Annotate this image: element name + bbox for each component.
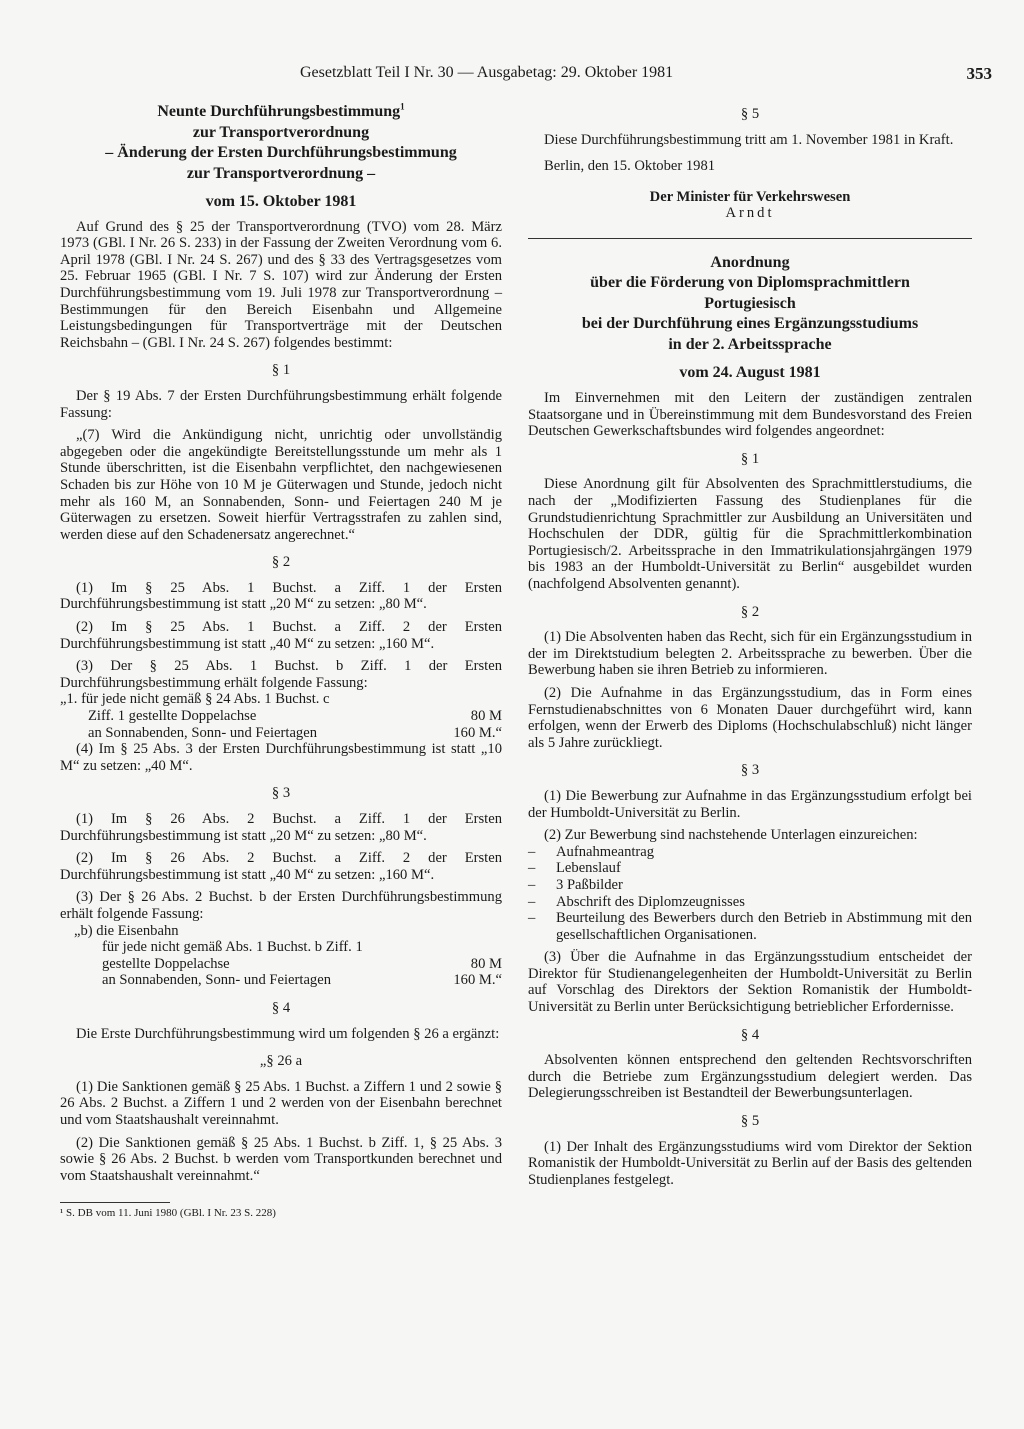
left-column — [60, 102, 502, 1220]
left-section-1-intro: Der § 19 Abs. 7 der Ersten Durchführungsbestimmung erhält folgende Fassung: — [60, 387, 502, 421]
left-section-1-quote: „(7) Wird die Ankündigung nicht, unrichtig oder unvollständig abgegeben oder die angekündigte Bereitstellungsstunde um mehr als 1 Stunde überschritten, ist die Eisenbahn verpflichtet, den nachgewiesenen Schaden bis zur Höhe von 10 M je Güterwagen und Stunde, jedoch nicht mehr als 160 M, an Sonnabenden, Sonn- und Feiertagen 240 M je Güterwagen zu ersetzen. Soweit hierfür Vertragsstrafen zu zahlen sind, werden diese auf den Schadenersatz angerechnet.“ — [60, 427, 502, 543]
left-section-3-row-2: an Sonnabenden, Sonn- und Feiertagen 160 M.“ — [102, 972, 502, 989]
signatory-name: Arndt — [725, 205, 775, 222]
section-divider — [528, 238, 972, 239]
left-section-3-para-2: (2) Im § 26 Abs. 2 Buchst. a Ziff. 2 der Ersten Durchführungsbestimmung ist statt „40 M“ zu setzen: „160 M“. — [60, 850, 502, 883]
right-title-line-5: in der 2. Arbeitssprache — [668, 335, 832, 353]
left-section-1-heading: § 1 — [271, 362, 291, 379]
right-title-line-4: bei der Durchführung eines Ergänzungsstudiums — [581, 315, 919, 333]
left-section-2-para-2: (2) Im § 25 Abs. 1 Buchst. a Ziff. 2 der Ersten Durchführungsbestimmung ist statt „40 M“ zu setzen: „160 M“. — [60, 619, 502, 652]
right-section-2-para-1: (1) Die Absolventen haben das Recht, sich für ein Ergänzungsstudium in der im Direktstudium belegten 2. Arbeitssprache zu bewerben. Über die Bewerbung haben sie ihren Betrieb zu informieren. — [528, 629, 972, 679]
left-section-2-item-intro: „1. für jede nicht gemäß § 24 Abs. 1 Buchst. c — [60, 691, 330, 708]
left-section-2-para-4: (4) Im § 25 Abs. 3 der Ersten Durchführungsbestimmung ist statt „10 M“ zu setzen: „40 M“. — [60, 741, 502, 774]
footnote-mark: 1 — [400, 101, 405, 112]
left-section-3-para-1: (1) Im § 26 Abs. 2 Buchst. a Ziff. 1 der Ersten Durchführungsbestimmung ist statt „20 M“ zu setzen: „80 M“. — [60, 811, 502, 844]
left-section-3-row-1: gestellte Doppelachse 80 M — [102, 955, 502, 972]
right-section-3-heading: § 3 — [740, 762, 760, 779]
left-section-2-heading: § 2 — [271, 554, 291, 571]
right-title-line-3: Portugiesisch — [704, 294, 796, 312]
list-item: – Abschrift des Diplomzeugnisses — [528, 894, 972, 911]
left-section-2-row-2: an Sonnabenden, Sonn- und Feiertagen 160 M.“ — [88, 724, 502, 741]
right-title — [528, 253, 972, 356]
place-date: Berlin, den 15. Oktober 1981 — [544, 158, 716, 175]
right-title-line-1: Anordnung — [710, 253, 790, 271]
left-section-2-row-1: Ziff. 1 gestellte Doppelachse 80 M — [88, 708, 502, 725]
footnote-divider — [60, 1202, 170, 1203]
left-section-3-item — [60, 923, 502, 989]
left-section-3-item-intro: „b) die Eisenbahn — [74, 922, 179, 939]
right-section-3-para-2: (2) Zur Bewerbung sind nachstehende Unterlagen einzureichen: — [544, 827, 918, 844]
right-section-3-para-1: (1) Die Bewerbung zur Aufnahme in das Ergänzungsstudium erfolgt bei der Humboldt-Universität zu Berlin. — [528, 787, 972, 821]
left-preamble: Auf Grund des § 25 der Transportverordnung (TVO) vom 28. März 1973 (GBl. I Nr. 26 S. 233) in der Fassung der Zweiten Verordnung vom 6. April 1978 (GBl. I Nr. 24 S. 267) und des § 33 des Vertragsgesetzes vom 25. Februar 1965 (GBl. I Nr. 7 S. 107) wird zur Änderung der Ersten Durchführungsbestimmung vom 19. Juli 1978 zur Transportverordnung – Bestimmungen für den Bereich Eisenbahn und Allgemeine Leistungsbedingungen für Transportverträge mit der Deutschen Reichsbahn – (GBl. I Nr. 24 S. 267) folgendes bestimmt: — [60, 218, 502, 351]
document-list — [528, 844, 972, 944]
left-section-26a-heading: „§ 26 a — [259, 1053, 303, 1070]
page-number: 353 — [966, 64, 992, 83]
right-section-2-heading: § 2 — [740, 603, 760, 620]
page-header — [300, 64, 992, 88]
right-section-1-text: Diese Anordnung gilt für Absolventen des Sprachmittlerstudiums, die nach der „Modifizierten Fassung des Studienplanes für die Grundstudienrichtung Sprachmittler zur Ausbildung an Universitäten und Hochschulen der DDR, gültig für die Sprachmittlerkombination Portugiesisch/2. Arbeitssprache in den Immatrikulationsjahrgängen 1979 bis 1983 an der Humboldt-Universität zu Berlin“ ausgebildet wurden (nachfolgend Absolventen genannt). — [528, 476, 972, 592]
right-title-line-2: über die Förderung von Diplomsprachmittlern — [590, 274, 910, 292]
right-section-2-para-2: (2) Die Aufnahme in das Ergänzungsstudium, das in Form eines Fernstudienabschnittes von 6 Monaten Dauer durchgeführt wird, kann erfolgen, wenn der Erwerb des Diploms (Hochschulabschluß) nicht länger als 5 Jahre zurückliegt. — [528, 684, 972, 751]
running-title: Gesetzblatt Teil I Nr. 30 — Ausgabetag: 29. Oktober 1981 — [300, 64, 674, 81]
left-section-3-heading: § 3 — [271, 785, 291, 802]
left-section-26a-para-2: (2) Die Sanktionen gemäß § 25 Abs. 1 Buchst. b Ziff. 1, § 25 Abs. 3 sowie § 26 Abs. 2 Buchst. b werden vom Transportkunden berechnet und vom Staatshaushalt vereinnahmt.“ — [60, 1134, 502, 1184]
left-section-4-heading: § 4 — [271, 999, 291, 1016]
left-section-26a-para-1: (1) Die Sanktionen gemäß § 25 Abs. 1 Buchst. a Ziffern 1 und 2 sowie § 26 Abs. 2 Buchst. a Ziffern 1 und 2 werden von der Eisenbahn berechnet und vom Staatshaushalt vereinnahmt. — [60, 1078, 502, 1128]
left-title-line-3: – Änderung der Ersten Durchführungsbestimmung — [105, 144, 457, 161]
right-section-5-text: Diese Durchführungsbestimmung tritt am 1. November 1981 in Kraft. — [544, 131, 954, 148]
left-date: vom 15. Oktober 1981 — [205, 193, 357, 210]
left-title — [60, 102, 502, 184]
list-item: – Beurteilung des Bewerbers durch den Betrieb in Abstimmung mit den gesellschaftlichen Organisationen. — [528, 910, 972, 943]
right-section-5b-text: (1) Der Inhalt des Ergänzungsstudiums wird vom Direktor der Sektion Romanistik der Humboldt-Universität zu Berlin auf der Basis des geltenden Studienplanes festgelegt. — [528, 1138, 972, 1188]
right-section-4-heading: § 4 — [740, 1026, 760, 1043]
right-section-3-para-3: (3) Über die Aufnahme in das Ergänzungsstudium entscheidet der Direktor für Studienangelegenheiten der Humboldt-Universität zu Berlin auf Vorschlag des Direktors der Sektion Romanistik der Humboldt-Universität zu Berlin unter Berücksichtigung betrieblicher Erfordernisse. — [528, 949, 972, 1016]
right-section-5-heading: § 5 — [740, 106, 760, 122]
right-date: vom 24. August 1981 — [679, 364, 821, 382]
right-section-4-text: Absolventen können entsprechend den geltenden Rechtsvorschriften durch die Betriebe zum Ergänzungsstudium delegiert werden. Das Delegierungsschreiben ist Bestandteil der Bewerbungsunterlagen. — [528, 1052, 972, 1102]
left-title-line-2: zur Transportverordnung — [192, 123, 370, 141]
right-column — [528, 102, 972, 1188]
left-title-line-4: zur Transportverordnung – — [186, 164, 376, 182]
signatory-title: Der Minister für Verkehrswesen — [649, 188, 851, 205]
left-section-3-item-line-2: für jede nicht gemäß Abs. 1 Buchst. b Ziff. 1 — [102, 939, 363, 956]
right-section-1-heading: § 1 — [740, 450, 760, 467]
list-item: – Lebenslauf — [528, 860, 972, 877]
left-section-2-para-3: (3) Der § 25 Abs. 1 Buchst. b Ziff. 1 der Ersten Durchführungsbestimmung erhält folgende Fassung: — [60, 658, 502, 691]
list-item: – 3 Paßbilder — [528, 877, 972, 894]
right-preamble: Im Einvernehmen mit den Leitern der zuständigen zentralen Staatsorgane und in Übereinstimmung mit dem Bundesvorstand des Freien Deutschen Gewerkschaftsbundes wird folgendes angeordnet: — [528, 390, 972, 440]
left-title-line-1: Neunte Durchführungsbestimmung$^1$ — [157, 101, 405, 120]
left-section-4-intro: Die Erste Durchführungsbestimmung wird um folgenden § 26 a ergänzt: — [76, 1025, 500, 1042]
left-section-2-para-1: (1) Im § 25 Abs. 1 Buchst. a Ziff. 1 der Ersten Durchführungsbestimmung ist statt „20 M“ zu setzen: „80 M“. — [60, 579, 502, 613]
right-section-5b-heading: § 5 — [740, 1113, 760, 1130]
footnote: ¹ S. DB vom 11. Juni 1980 (GBl. I Nr. 23 S. 228) — [60, 1207, 276, 1220]
list-item: – Aufnahmeantrag — [528, 844, 972, 861]
left-section-3-para-3: (3) Der § 26 Abs. 2 Buchst. b der Ersten Durchführungsbestimmung erhält folgende Fassung: — [60, 889, 502, 922]
left-section-2-item — [60, 691, 502, 741]
